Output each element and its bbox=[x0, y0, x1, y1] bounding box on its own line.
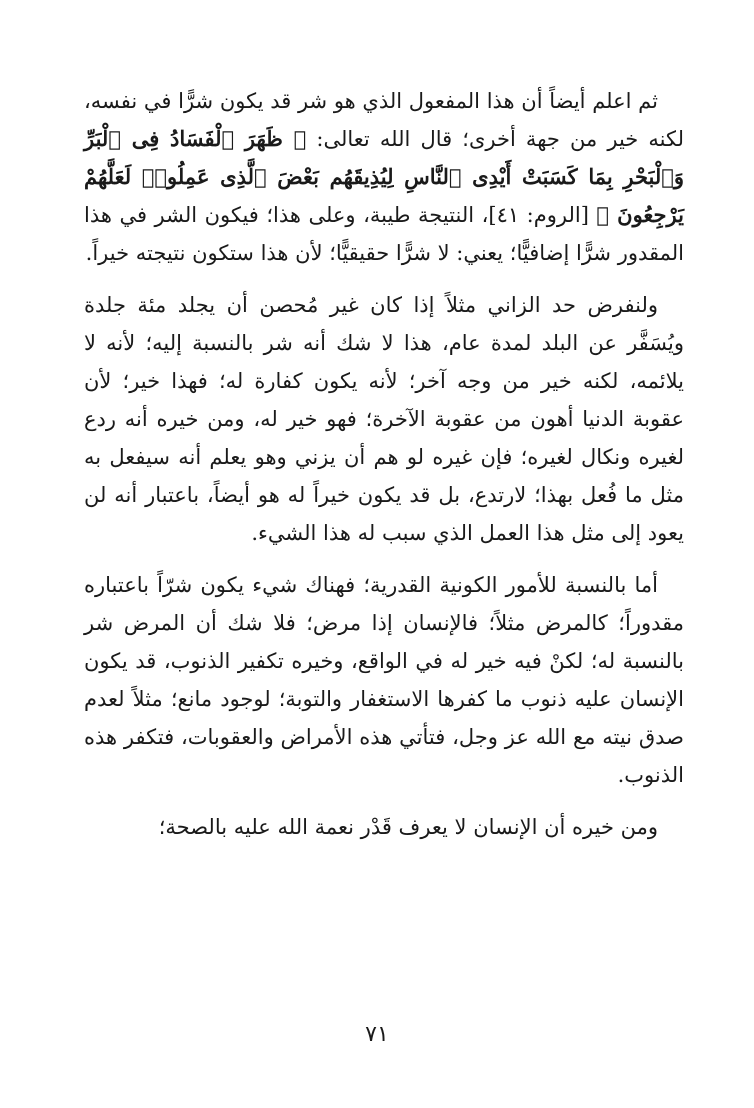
paragraph-1-text-before-verse: ثم اعلم أيضاً أن هذا المفعول الذي هو شر قد يكون شرًّا في نفسه، لكنه خير من جهة أخرى؛ قال الله تعالى: bbox=[84, 89, 684, 151]
paragraph-1-text-after-verse: [الروم: ٤١]، النتيجة طيبة، وعلى هذا؛ فيكون الشر في هذا المقدور شرًّا إضافيًّا؛ يعني: لا شرًّا حقيقيًّا؛ لأن هذا ستكون نتيجته خيراً. bbox=[84, 203, 684, 265]
paragraph-3: أما بالنسبة للأمور الكونية القدرية؛ فهناك شيء يكون شرّاً باعتباره مقدوراً؛ كالمرض مثلاً؛ فالإنسان إذا مرض؛ فلا شك أن المرض شر بالنسبة له؛ لكنْ فيه خير له في الواقع، وخيره تكفير الذنوب، قد يكون الإنسان عليه ذنوب ما كفرها الاستغفار والتوبة؛ لوجود مانع؛ مثلاً لعدم صدق نيته مع الله عز وجل، فتأتي هذه الأمراض والعقوبات، فتكفر هذه الذنوب. bbox=[84, 573, 684, 787]
paragraph-1 bbox=[84, 82, 684, 272]
page-number: ٧١ bbox=[365, 1022, 389, 1047]
paragraph-4: ومن خيره أن الإنسان لا يعرف قَدْر نعمة الله عليه بالصحة؛ bbox=[158, 815, 658, 839]
page-text-block bbox=[84, 82, 684, 860]
paragraph-2: ولنفرض حد الزاني مثلاً إذا كان غير مُحصن أن يجلد مئة جلدة ويُسَفَّر عن البلد لمدة عام، هذا لا شك أنه شر بالنسبة إليه؛ لأنه لا يلائمه، لكنه خير من وجه آخر؛ لأنه يكون كفارة له؛ فهذا خير؛ لأن عقوبة الدنيا أهون من عقوبة الآخرة؛ فهو خير له، ومن خيره أنه ردع لغيره ونكال لغيره؛ فإن غيره لو هم أن يزني وهو يعلم أنه سيفعل به مثل ما فُعل بهذا؛ لارتدع، بل قد يكون خيراً له هو أيضاً، باعتبار أنه لن يعود إلى مثل هذا العمل الذي سبب له هذا الشيء. bbox=[84, 293, 684, 545]
quran-verse: ﴿ ظَهَرَ ٱلْفَسَادُ فِى ٱلْبَرِّ وَٱلْبَحْرِ بِمَا كَسَبَتْ أَيْدِى ٱلنَّاسِ لِيُذِيقَهُم بَعْضَ ٱلَّذِى عَمِلُوا۟ لَعَلَّهُمْ يَرْجِعُونَ ﴾ bbox=[84, 126, 684, 227]
